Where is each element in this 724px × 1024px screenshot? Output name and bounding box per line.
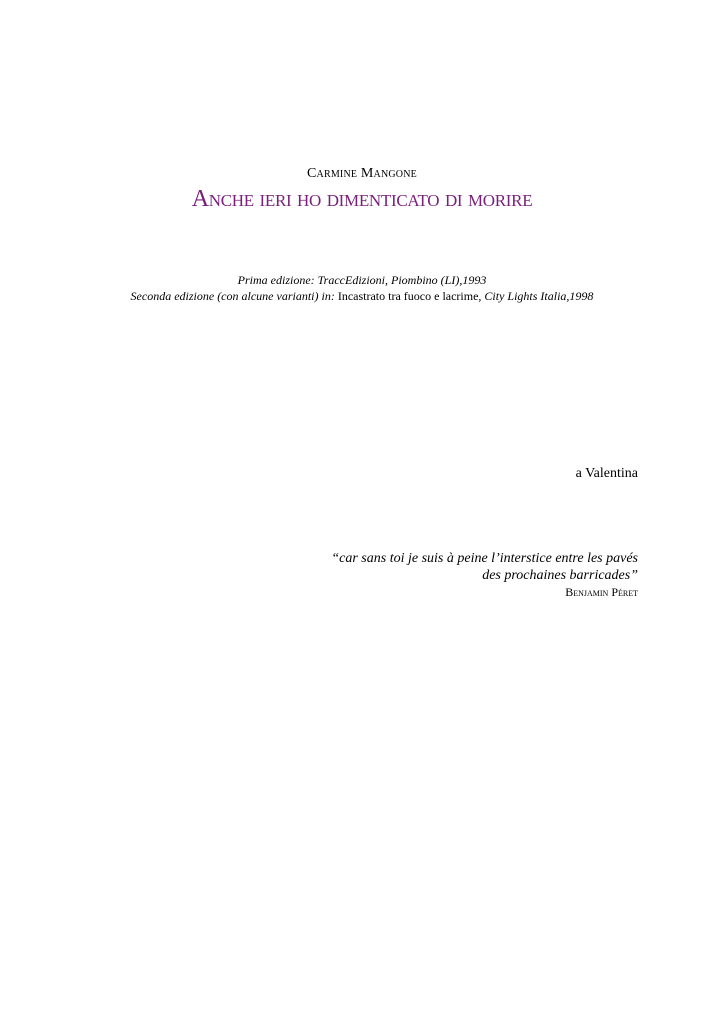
first-edition-line: Prima edizione: TraccEdizioni, Piombino (LI),1993 bbox=[237, 273, 487, 287]
book-title: Anche ieri ho dimenticato di morire bbox=[191, 186, 533, 212]
epigraph bbox=[331, 550, 638, 601]
author-name: Carmine Mangone bbox=[307, 166, 417, 181]
epigraph-line-1: “car sans toi je suis à peine l’interstice entre les pavés bbox=[331, 551, 638, 566]
second-edition-book: Incastrato tra fuoco e lacrime bbox=[337, 289, 479, 303]
second-edition-line bbox=[0, 288, 724, 304]
epigraph-attribution: Benjamin Péret bbox=[565, 585, 638, 599]
second-edition-publisher: City Lights Italia,1998 bbox=[484, 289, 594, 303]
epigraph-line-2: des prochaines barricades” bbox=[482, 568, 638, 583]
second-edition-separator: , bbox=[478, 289, 485, 303]
second-edition-prefix: Seconda edizione (con alcune varianti) in: bbox=[130, 289, 338, 303]
dedication: a Valentina bbox=[575, 466, 638, 481]
edition-notes bbox=[0, 272, 724, 304]
